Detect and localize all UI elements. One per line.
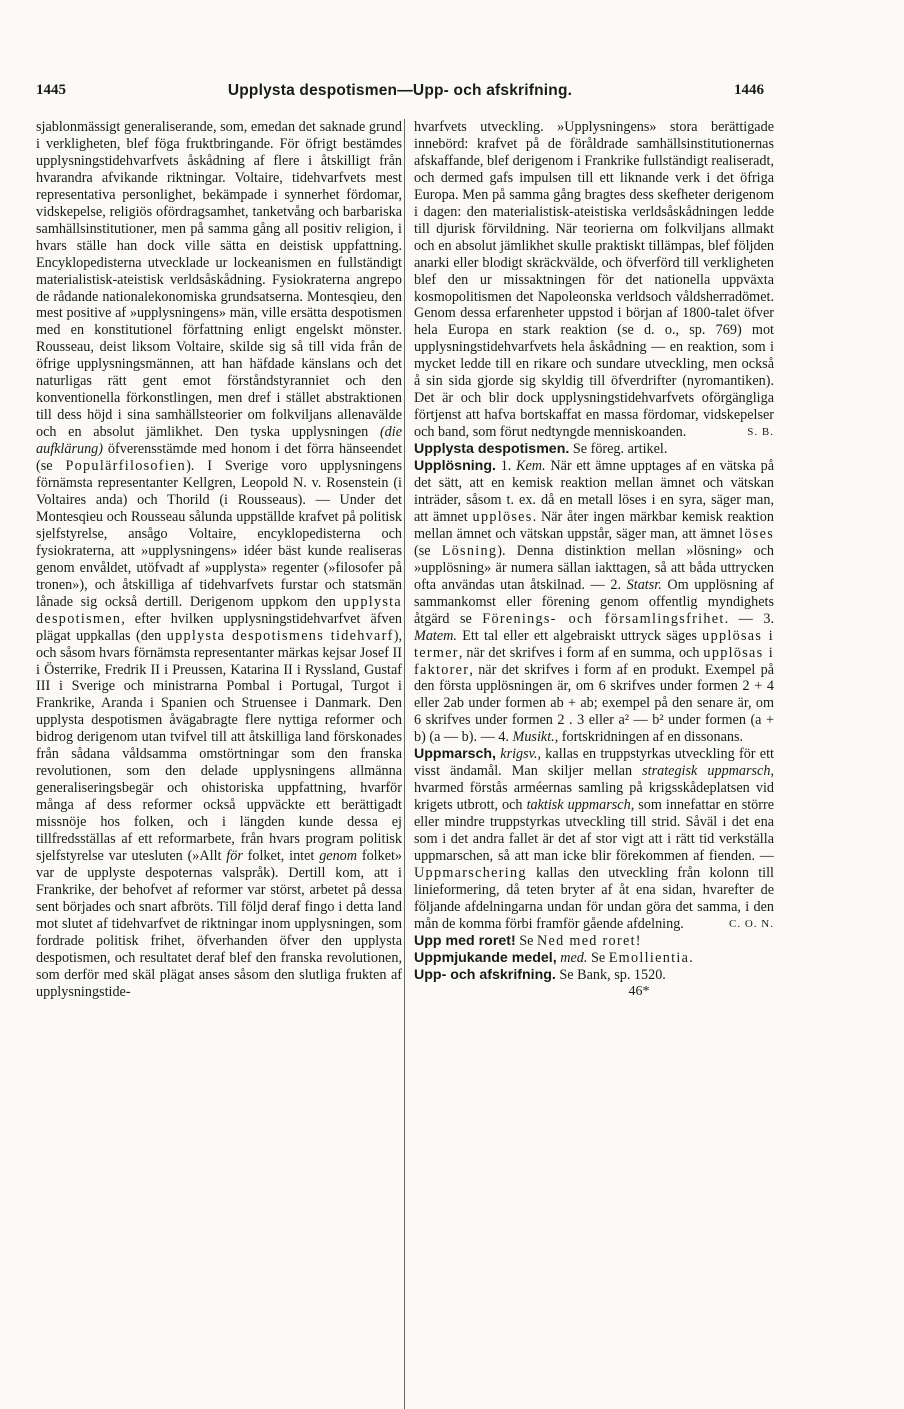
article-upplysningstidehvarfvet-continued: sjablonmässigt generaliserande, som, emedan det saknade grund i verkligheten, blef föga fruktbringande. För öfrigt bestämdes upplysningstidehvarfvets åskådning af flere i åtskilligt från hvarandra afvikande riktningar. Voltaire, tidehvarfvets mest representativa personlighet, bekämpade i synnerhet fördomar, vidskepelse, religiös ofördragsamhet, tanketvång och barbariska samhällsinstitutioner, men på samma gång all positiv religion, i hvars ställe han dock ville sätta en deistisk uppfattning. Encyklopedisterna utvecklade ur lockeanismen en fullständigt materialistisk-ateistisk verldsåskådning. Fysiokraterna angrepo de rådande nationalekonomiska grundsatserna. Montesqieu, den mest positive af »upplysningens» män, ville ersätta despotismen med en konstitutionel författning enligt engelskt mönster. Rousseau, deist liksom Voltaire, skilde sig så till vida från de öfrige upplysningsmännen, att han häfdade känslans och det naturligas rätt gent emot förståndstyranniet och den konventionella förkonstlingen, men dref i stället abstraktionen till dess höjd i sina samhällsteorier om folkviljans allenavälde och en absolut jämlikhet. Den tyska upplysningen (die aufklärung) öfverensstämde med honom i det förra hänseendet (se Populärfilosofien). I Sverige voro upplysningens förnämsta representanter Kellgren, Leopold N. v. Rosenstein (i Voltaires anda) och Thorild (i Rousseaus). — Under det Montesqieu och Rousseau sålunda uppställde krafvet på politisk sjelfstyrelse, ansågo Voltaire, encyklopedisterna och fysiokraterna, att »upplysningens» idéer bäst kunde realiseras genom envåldet, utöfvadt af »upplysta» regenter (»filosofer på tronen»), och åtskilliga af tidehvarfvets furstar och statsmän lånade sig också dertill. Derigenom uppkom den upplysta despotismen, efter hvilken upplysningstidehvarfvet äfven plägat uppkallas (den upplysta despotismens tidehvarf), och såsom hvars förnämsta representanter märkas kejsar Josef II i Österrike, Fredrik II i Preussen, Katarina II i Ryssland, Gustaf III i Sverige och ministrarna Pombal i Portugal, Turgot i Frankrike, Aranda i Spanien och Struensee i Danmark. Den upplysta despotismen åvägabragte flere nyttiga reformer och bidrog derigenom utan tvifvel till att åtskilliga land förskonades från sådana våldsamma omstörtningar som den franska revolutionen, som den delade upplysningens allmänna generaliseringsbegär och ohistoriska uppfattning, hvarför många af dess reformer också uppväckte ett berättigadt missnöje hos folken, och i längden kunde dessa ej tillfredsställas af ett reformarbete, från hvars program politisk sjelfstyrelse var utesluten (»Allt för folket, intet genom folket» var de upplyste despoternas valspråk). Dertill kom, att i Frankrike, der behofvet af reformer var störst, arbetet på dessa sent börjades och snart afbröts. Till följd deraf fingo i detta land mot slutet af tidehvarfvet de riktningar inom upplysningen, som fordrade politisk frihet, öfverhanden öfver den upplysta despotismen, och resultatet deraf blef den franska revolutionen, som derför med skäl plägat anses såsom den slutliga frukten af upplysningstide- — [36, 119, 403, 1000]
entry-upp-och-afskrifning: Upp- och afskrifning. Se Bank, sp. 1520. — [414, 966, 666, 983]
author-signature: C. O. N. — [729, 917, 774, 930]
article-upplysningstidehvarfvet-end: hvarfvets utveckling. »Upplysningens» stora berättigade innebörd: krafvet på de föråldrade samhällsinstitutionernas afskaffande, blef derigenom i Frankrike fullständigt realiseradt, och dermed gafs impulsen till ett liknande verk i det öfriga Europa. Men på samma gång bragtes dess skefheter derigenom i dagen: den materialistisk-ateistiska verldsåskådningen ledde till djurisk förvildning. När teorierna om folkviljans allmakt och en absolut jämlikhet skulle praktiskt tillämpas, blef följden anarki eller blodigt skräckvälde, och öfverförd till verkligheten blef den ur missaktningen för det nationella uppväxta kosmopolitismen det Napoleonska verldsoch våldsherradömet. Genom dessa erfarenheter uppstod i början af 1800-talet öfver hela Europa en stark reaktion (se d. o., sp. 769) mot upplysningstidehvarfvets hela åskådning — en reaktion, som i mycket ledde till en rikare och sundare utveckling, men också å sin sida gjorde sig skyldig till öfverdrifter (nyromantiken). Det är och blir dock upplysningstidehvarfvets oförgängliga förtjenst att hafva bortskaffat en massa fördomar, vidskepelser och band, som förut nedtyngde menniskoanden. S. B. — [414, 119, 774, 441]
page-number-right: 1446 — [734, 82, 764, 98]
entry-upp-med-roret: Upp med roret! Se Ned med roret! — [414, 932, 642, 949]
entry-uppmarsch: Uppmarsch, krigsv., kallas en truppstyrkas utveckling för ett visst ändamål. Man skiljer mellan strategisk uppmarsch, hvarmed förstås arméernas samling på krigsskådeplatsen vid krigets utbrott, och taktisk uppmarsch, som innefattar en större eller mindre truppstyrkas utveckling till strid. Såväl i det ena som i det andra fallet är det af stor vigt att i rätt tid verkställa uppmarschen, så att man icke blir förekommen af fienden. — Uppmarschering kallas den utveckling från kolonn till linieformering, då teten bryter af åt ena sidan, hvarefter de följande afdelningarna undan för undan göra det samma, i den mån de komma förbi framför gående afdelning. C. O. N. — [414, 746, 775, 932]
entry-headword: Uppmarsch, — [414, 746, 496, 763]
entry-headword: Uppmjukande medel, — [414, 949, 557, 966]
left-column — [36, 119, 402, 1001]
entry-headword: Upp- och afskrifning. — [414, 966, 556, 983]
entry-uppmjukande-medel: Uppmjukande medel, med. Se Emollientia. — [414, 949, 695, 966]
entry-headword: Upplösning. — [414, 458, 496, 475]
entry-headword: Upplysta despotismen. — [414, 441, 570, 458]
page-header — [36, 82, 764, 106]
column-divider — [404, 119, 405, 1409]
right-column — [414, 119, 774, 1001]
cross-reference: Populärfilosofien — [65, 458, 187, 475]
entry-upplysta-despotismen: Upplysta despotismen. Se föreg. artikel. — [414, 441, 668, 458]
entry-headword: Upp med roret! — [414, 932, 516, 949]
running-title: Upplysta despotismen—Upp- och afskrifning. — [227, 82, 573, 99]
author-signature: S. B. — [747, 426, 774, 439]
sheet-signature-mark: 46* — [628, 983, 650, 999]
entry-upplosning: Upplösning. 1. Kem. När ett ämne upptages af en vätska på det sätt, att en kemisk reaktion mellan ämnet och vätskan inträder, såsom t. ex. då en metall löses i en syra, säger man, att ämnet upplöses. När åter ingen märkbar kemisk reaktion mellan ämnet och vätskan uppstår, säger man, att ämnet löses (se Lösning). Denna distinktion mellan »lösning» och »upplösning» är numera sällan iakttagen, så att båda uttrycken ofta användas utan åtskilnad. — 2. Statsr. Om upplösning af sammankomst eller förening genom offentlig myndighets åtgärd se Förenings- och församlingsfrihet. — 3. Matem. Ett tal eller ett algebraiskt uttryck säges upplösas i termer, när det skrifves i form af en summa, och upplösas i faktorer, när det skrifves i form af en produkt. Exempel på den första upplösningen är, om 6 skrifves under formen 2 + 4 eller 2ab under formen ab + ab; exempel på den senare är, om 6 skrifves under formen 2 . 3 eller a² — b² under formen (a + b) (a — b). — 4. Musikt., fortskridningen af en dissonans. — [414, 458, 775, 746]
page-number-left: 1445 — [36, 82, 66, 98]
